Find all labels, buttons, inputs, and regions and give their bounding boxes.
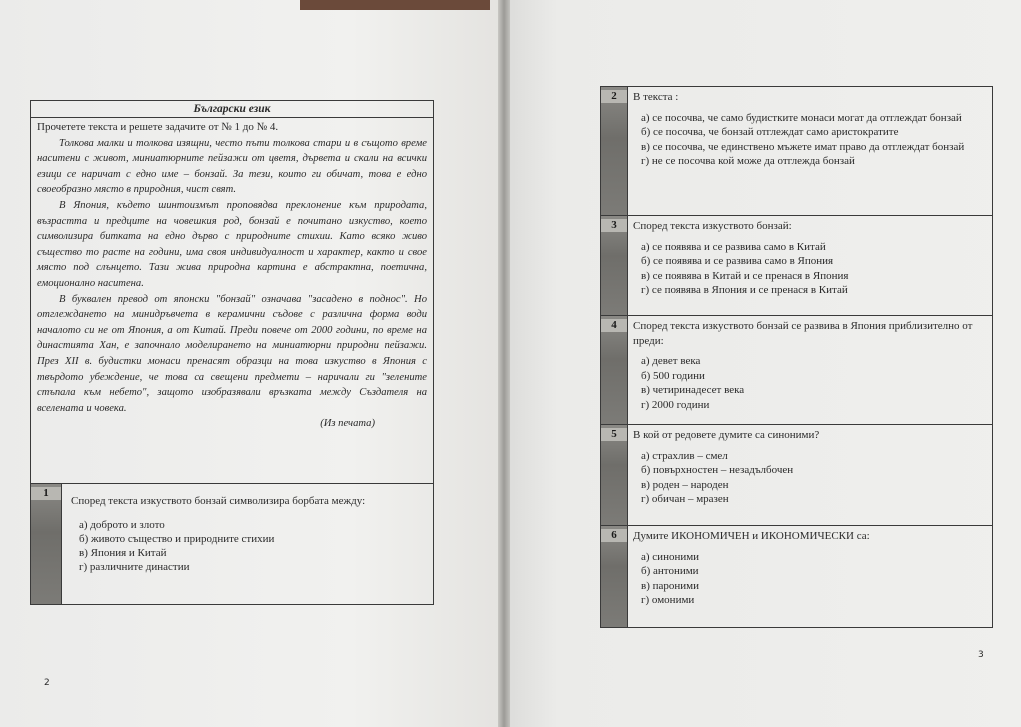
question-4 <box>600 316 993 425</box>
question-number-column <box>601 316 628 424</box>
answer-option: г) се появява в Япония и се пренася в Китай <box>641 284 848 296</box>
answer-option: г) 2000 години <box>641 398 710 411</box>
answer-option: г) обичан – мразен <box>641 493 729 505</box>
question-number-column <box>601 425 628 525</box>
question-number: 6 <box>601 529 627 542</box>
book-gutter <box>498 0 510 727</box>
question-number-column <box>31 484 62 604</box>
answer-option: б) се посочва, че бонзай отглеждат само аристократите <box>641 126 899 138</box>
instructions: Прочетете текста и решете задачите от № 1 до № 4. <box>37 121 279 133</box>
question-text: Според текста изкуството бонзай символизира борбата между: <box>71 495 366 507</box>
question-2 <box>600 86 993 216</box>
answer-options <box>641 240 986 298</box>
answer-option: б) антоними <box>641 565 699 577</box>
question-number: 2 <box>601 90 627 103</box>
answer-options <box>79 518 427 574</box>
answer-option: а) девет века <box>641 355 701 367</box>
passage-paragraph: Толкова малки и толкова изящни, често пъти толкова стари и в същото време наситени с живот, миниатюрните пейзажи от цветя, дървета и скали на всички езици се наричат с едно име – бонзай. За тези, които ги обичат, това е едно своеобразно място в природния, чист свят. <box>37 137 427 196</box>
page-number-left: 2 <box>44 678 50 688</box>
answer-option: а) доброто и злото <box>79 519 165 531</box>
answer-option: а) синоними <box>641 550 700 563</box>
passage-paragraph: В буквален превод от японски "бонзай" означава "засадено в подноc". Но отглеждането на минидръвчета в керамични съдове с различна форма води началото си не от Япония, а от Китай. Преди повече от 2000 години, по време на династията Хан, е започнало моделирането на миниатюрни природни пейзажи. През XII в. будистки монаси пренасят образци на това изкуство в Япония с твърдото убеждение, че това са свещени предмети – наричали ги "зелените стъпала към небето", защото изобразявали връзката между Създателя на вселената и човека. <box>37 293 427 414</box>
page-number-right: 3 <box>978 650 984 660</box>
answer-option: б) живото същество и природните стихии <box>79 533 275 545</box>
question-6 <box>600 526 993 628</box>
answer-option: в) четиринадесет века <box>641 384 745 396</box>
reading-passage-box <box>30 100 434 484</box>
answer-option: г) различните династии <box>79 561 190 573</box>
question-number: 4 <box>601 319 627 332</box>
answer-option: г) омоними <box>641 594 695 606</box>
answer-option: б) повърхностен – незадълбочен <box>641 464 794 476</box>
answer-option: б) се появява и се развива само в Япония <box>641 255 834 267</box>
question-number: 5 <box>601 428 627 441</box>
answer-options <box>641 111 986 169</box>
answer-option: а) страхлив – смел <box>641 449 728 462</box>
question-number-column <box>601 216 628 315</box>
box-title: Български език <box>31 101 433 118</box>
answer-options <box>641 550 986 608</box>
passage <box>31 136 433 417</box>
question-5 <box>600 425 993 526</box>
question-number: 3 <box>601 219 627 232</box>
answer-option: в) се появява в Китай и се пренася в Япония <box>641 269 849 282</box>
question-text: Според текста изкуството бонзай: <box>633 220 792 232</box>
answer-option: в) се посочва, че единствено мъжете имат право да отглеждат бонзай <box>641 140 965 153</box>
question-text: Думите ИКОНОМИЧЕН и ИКОНОМИЧЕСКИ са: <box>633 530 870 542</box>
answer-options <box>641 449 986 507</box>
source-note: (Из печата) <box>320 418 375 430</box>
answer-option: г) не се посочва кой може да отглежда бонзай <box>641 155 855 167</box>
answer-option: в) пароними <box>641 579 699 592</box>
passage-paragraph: В Япония, където шинтоизмът проповядва преклонение към природата, възрастта и предците на човешкия род, бонзай е почитано изкуство, което символизира битката на едно дърво с природните стихии. Като всяко живо същество то расте на години, има своя индивидуалност и характер, както и свое място под слънцето. Тази жива природна картина е абстрактна, поетична, емоционално наситена. <box>37 199 427 289</box>
question-number-column <box>601 87 628 215</box>
question-number-column <box>601 526 628 627</box>
answer-option: а) се появява и се развива само в Китай <box>641 240 826 253</box>
question-1 <box>30 484 434 605</box>
answer-options <box>641 354 986 412</box>
answer-option: а) се посочва, че само будистките монаси могат да отглеждат бонзай <box>641 111 962 124</box>
question-3 <box>600 216 993 316</box>
background-strip <box>300 0 490 10</box>
question-text: В текста : <box>633 91 679 103</box>
answer-option: в) роден – народен <box>641 478 729 491</box>
question-text: В кой от редовете думите са синоними? <box>633 429 820 441</box>
question-number: 1 <box>31 487 61 500</box>
answer-option: б) 500 години <box>641 369 705 382</box>
question-text: Според текста изкуството бонзай се развива в Япония приблизително от преди: <box>633 320 973 347</box>
answer-option: в) Япония и Китай <box>79 547 167 559</box>
